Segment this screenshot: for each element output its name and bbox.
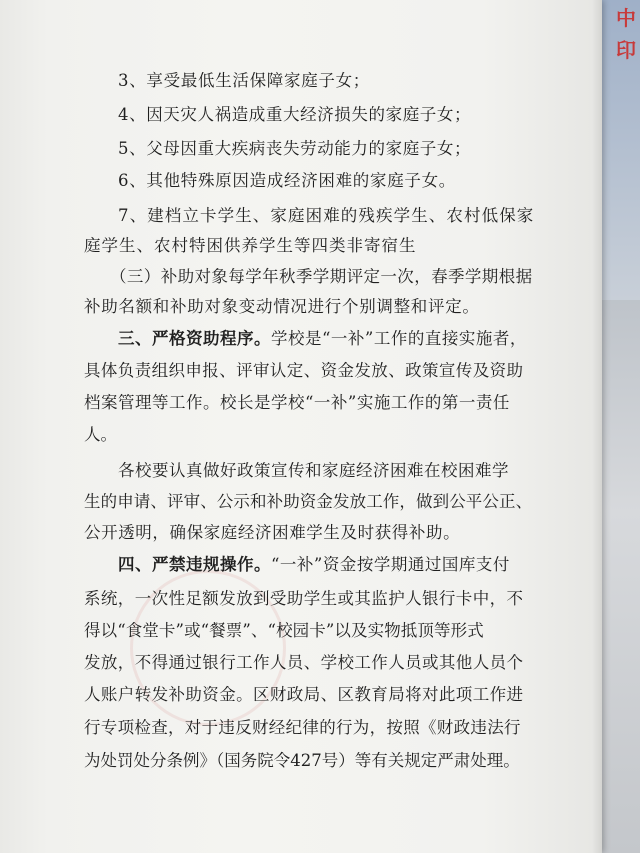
- section-4-line2: 系统，一次性足额发放到受助学生或其监护人银行卡中，不: [84, 589, 524, 608]
- section-3-heading: 三、严格资助程序。: [118, 329, 271, 348]
- paragraph-3-line1: （三）补助对象每学年秋季学期评定一次，春季学期根据: [110, 267, 533, 286]
- section-4-line6: 行专项检查，对于违反财经纪律的行为，按照《财政违法行: [84, 718, 521, 737]
- paragraph-schools-line3: 公开透明，确保家庭经济困难学生及时获得补助。: [84, 523, 461, 542]
- list-item-4: 4、因天灾人祸造成重大经济损失的家庭子女；: [118, 105, 472, 124]
- list-item-7-line1: 7、建档立卡学生、家庭困难的残疾学生、农村低保家: [118, 206, 535, 225]
- section-3-first-line: [0, 327, 640, 351]
- background-mark-2: 印: [616, 38, 636, 62]
- section-4-line3: 得以“食堂卡”或“餐票”、“校园卡”以及实物抵顶等形式: [84, 621, 484, 640]
- background-mark-1: 中: [616, 6, 636, 30]
- list-item-5: 5、父母因重大疾病丧失劳动能力的家庭子女；: [118, 139, 472, 158]
- paragraph-3-line2: 补助名额和补助对象变动情况进行个别调整和评定。: [84, 297, 480, 316]
- section-3-line2: 具体负责组织申报、评审认定、资金发放、政策宣传及资助: [84, 361, 524, 380]
- section-3-line4: 人。: [84, 425, 117, 444]
- section-4-text: “一补”资金按学期通过国库支付: [271, 555, 510, 574]
- list-item-6: 6、其他特殊原因造成经济困难的家庭子女。: [118, 171, 456, 190]
- section-3-line3: 档案管理等工作。校长是学校“一补”实施工作的第一责任: [84, 393, 510, 412]
- section-4-line5: 人账户转发补助资金。区财政局、区教育局将对此项工作进: [84, 685, 524, 704]
- section-4-heading: 四、严禁违规操作。: [118, 555, 271, 574]
- section-4-line4: 发放，不得通过银行工作人员、学校工作人员或其他人员个: [84, 653, 524, 672]
- list-item-3: 3、享受最低生活保障家庭子女；: [118, 71, 370, 90]
- list-item-7-line2: 庭学生、农村特困供养学生等四类非寄宿生: [84, 236, 417, 255]
- section-4-first-line: [0, 553, 640, 577]
- paragraph-schools-line2: 生的申请、评审、公示和补助资金发放工作，做到公平公正、: [84, 492, 533, 511]
- section-4-line7: 为处罚处分条例》（国务院令427号）等有关规定严肃处理。: [84, 751, 520, 770]
- paragraph-schools-line1: 各校要认真做好政策宣传和家庭经济困难在校困难学: [118, 461, 509, 480]
- section-3-text: 学校是“一补”工作的直接实施者，: [271, 329, 527, 348]
